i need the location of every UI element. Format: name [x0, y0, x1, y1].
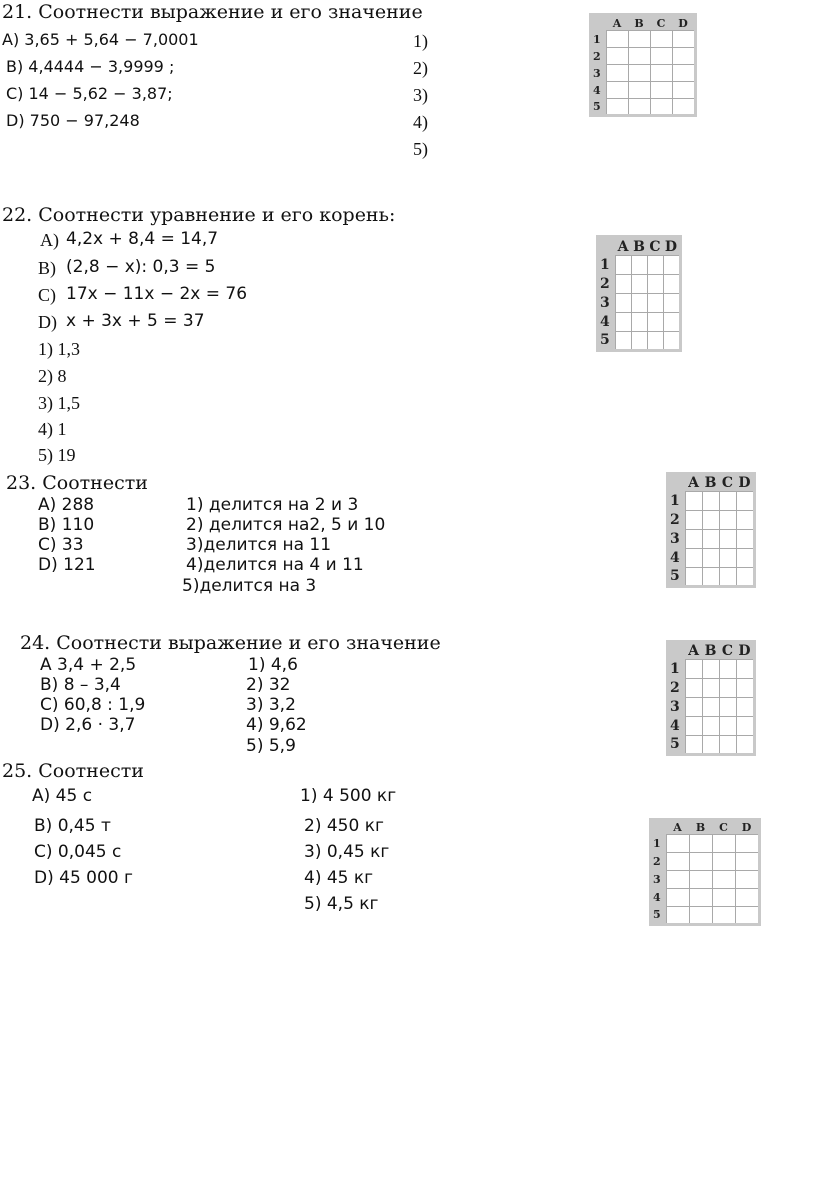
grid-cell	[719, 549, 736, 568]
grid-cell	[650, 82, 672, 99]
task-24-answer-5: 5) 5,9	[246, 736, 296, 756]
task-22-title: 22. Соотнести уравнение и его корень:	[2, 204, 396, 226]
task-22-letter-a: A)	[40, 230, 59, 250]
grid-cell	[631, 294, 647, 313]
task-25-answer-2: 2) 450 кг	[304, 816, 384, 836]
grid-col-header: A	[688, 643, 699, 659]
task-21-answer-4: 4)	[413, 112, 428, 132]
grid-cell	[736, 698, 755, 717]
task-25-option-a: A) 45 с	[32, 786, 93, 806]
task-22-root-3: 3) 1,5	[38, 393, 80, 413]
grid-row-header: 4	[670, 718, 680, 734]
grid-cell	[719, 530, 736, 549]
grid-cell	[615, 256, 631, 275]
grid-cell	[672, 31, 696, 48]
task-22-letter-b: B)	[38, 258, 56, 278]
grid-cell	[663, 313, 681, 332]
task-22-equation-b: (2,8 − x): 0,3 = 5	[66, 257, 216, 277]
grid-cell	[735, 871, 760, 889]
task-22-equation-c: 17x − 11x − 2x = 76	[66, 284, 248, 304]
task-22-equation-a: 4,2x + 8,4 = 14,7	[66, 229, 219, 249]
grid-cell	[666, 853, 689, 871]
task-24-title: 24. Соотнести выражение и его значение	[20, 632, 441, 654]
grid-cell	[650, 65, 672, 82]
grid-row-header: 5	[593, 99, 601, 113]
task-25-answer-5: 5) 4,5 кг	[304, 894, 379, 914]
grid-row-header: 3	[670, 531, 680, 547]
grid-cell	[672, 48, 696, 65]
task-21-answer-1: 1)	[413, 31, 428, 51]
grid-cell	[631, 313, 647, 332]
grid-row-header: 4	[653, 891, 661, 904]
task-22-root-5: 5) 19	[38, 445, 76, 465]
task-24-answer-3: 3) 3,2	[246, 695, 296, 715]
task-24-option-a: A 3,4 + 2,5	[40, 655, 137, 675]
grid-cell	[685, 679, 702, 698]
task-22-answer-grid	[596, 235, 682, 352]
task-24-answer-4: 4) 9,62	[246, 715, 307, 735]
grid-cell	[689, 907, 712, 925]
task-21-answer-grid	[589, 13, 697, 117]
grid-cell	[615, 294, 631, 313]
grid-cell	[615, 275, 631, 294]
grid-col-header: C	[721, 643, 734, 659]
grid-col-header: D	[741, 821, 752, 834]
task-21-option-b: B) 4,4444 − 3,9999 ;	[6, 57, 175, 76]
grid-row-header: 2	[670, 680, 680, 696]
grid-cell	[702, 530, 719, 549]
task-21-option-d: D) 750 − 97,248	[6, 111, 140, 130]
grid-col-header: A	[617, 238, 629, 255]
grid-cell	[685, 549, 702, 568]
grid-cell	[663, 294, 681, 313]
grid-cell	[719, 660, 736, 679]
grid-cell	[628, 82, 650, 99]
grid-col-header: C	[656, 16, 666, 30]
grid-cell	[689, 835, 712, 853]
task-23-option-c: C) 33	[38, 535, 84, 555]
grid-cell	[712, 853, 735, 871]
grid-cell	[712, 871, 735, 889]
grid-cell	[666, 907, 689, 925]
task-25-answer-4: 4) 45 кг	[304, 868, 374, 888]
grid-cell	[666, 871, 689, 889]
task-24-answer-2: 2) 32	[246, 675, 291, 695]
task-25-title: 25. Соотнести	[2, 760, 144, 782]
grid-cell	[606, 82, 628, 99]
grid-cell	[647, 275, 663, 294]
grid-row-header: 4	[593, 83, 601, 97]
grid-row-header: 4	[670, 550, 680, 566]
grid-cell	[736, 660, 755, 679]
grid-row-header: 2	[593, 49, 601, 63]
task-25-answer-grid	[649, 818, 761, 926]
grid-cell	[702, 568, 719, 587]
task-21-answer-5: 5)	[413, 139, 428, 159]
task-24-option-b: B) 8 – 3,4	[40, 675, 121, 695]
task-24-option-c: C) 60,8 : 1,9	[40, 695, 146, 715]
grid-col-header: B	[704, 475, 717, 491]
grid-row-header: 2	[600, 276, 610, 292]
task-22-letter-c: C)	[38, 285, 56, 305]
grid-col-header: B	[704, 643, 717, 659]
grid-cell	[685, 736, 702, 755]
grid-row-header: 5	[600, 332, 610, 349]
grid-cell	[736, 568, 755, 587]
grid-cell	[702, 492, 719, 511]
task-23-option-d: D) 121	[38, 555, 96, 575]
grid-cell	[702, 698, 719, 717]
grid-row-header: 1	[600, 257, 610, 273]
grid-cell	[736, 549, 755, 568]
grid-cell	[736, 717, 755, 736]
task-23-answer-grid	[666, 472, 756, 588]
task-25-option-b: B) 0,45 т	[34, 816, 111, 836]
grid-cell	[685, 717, 702, 736]
grid-cell	[650, 31, 672, 48]
grid-row-header: 3	[670, 699, 680, 715]
grid-cell	[702, 717, 719, 736]
grid-cell	[685, 492, 702, 511]
task-21-option-c: C) 14 − 5,62 − 3,87;	[6, 84, 173, 103]
grid-col-header: D	[738, 643, 751, 659]
task-22-equation-d: x + 3x + 5 = 37	[66, 311, 205, 331]
task-21-option-a: A) 3,65 + 5,64 − 7,0001	[2, 30, 199, 49]
task-23-option-b: B) 110	[38, 515, 95, 535]
task-25-option-d: D) 45 000 г	[34, 868, 133, 888]
grid-cell	[631, 332, 647, 351]
task-22-root-4: 4) 1	[38, 419, 67, 439]
grid-cell	[647, 313, 663, 332]
grid-cell	[650, 99, 672, 116]
grid-cell	[685, 698, 702, 717]
grid-col-header: A	[688, 475, 699, 491]
task-23-answer-1: 1) делится на 2 и 3	[186, 495, 359, 515]
grid-cell	[712, 835, 735, 853]
grid-row-header: 1	[653, 837, 661, 850]
grid-col-header: A	[612, 16, 622, 30]
grid-cell	[736, 736, 755, 755]
grid-cell	[735, 889, 760, 907]
task-23-answer-4: 4)делится на 4 и 11	[186, 555, 364, 575]
grid-col-header: C	[719, 821, 728, 834]
grid-cell	[606, 31, 628, 48]
grid-cell	[736, 511, 755, 530]
grid-col-header: D	[664, 238, 678, 255]
grid-cell	[666, 889, 689, 907]
grid-cell	[702, 660, 719, 679]
grid-row-header: 2	[653, 855, 661, 868]
grid-cell	[689, 853, 712, 871]
grid-cell	[628, 99, 650, 116]
task-22-root-2: 2) 8	[38, 366, 67, 386]
task-24-answer-1: 1) 4,6	[248, 655, 298, 675]
grid-col-header: B	[695, 821, 706, 834]
grid-cell	[702, 679, 719, 698]
grid-cell	[689, 871, 712, 889]
grid-cell	[615, 313, 631, 332]
grid-row-header: 3	[593, 66, 601, 80]
grid-cell	[685, 660, 702, 679]
grid-col-header: D	[738, 475, 751, 491]
grid-col-header: A	[673, 821, 682, 834]
grid-row-header: 3	[653, 873, 661, 886]
grid-cell	[702, 549, 719, 568]
grid-cell	[689, 889, 712, 907]
grid-cell	[663, 275, 681, 294]
grid-cell	[719, 492, 736, 511]
grid-cell	[631, 275, 647, 294]
grid-cell	[647, 256, 663, 275]
grid-cell	[666, 835, 689, 853]
grid-cell	[719, 717, 736, 736]
grid-cell	[736, 530, 755, 549]
task-24-option-d: D) 2,6 · 3,7	[40, 715, 136, 735]
grid-col-header: C	[721, 475, 734, 491]
grid-cell	[719, 736, 736, 755]
grid-row-header: 2	[670, 512, 680, 528]
task-21-title: 21. Соотнести выражение и его значение	[2, 1, 423, 23]
grid-cell	[628, 48, 650, 65]
grid-cell	[647, 294, 663, 313]
grid-cell	[702, 736, 719, 755]
grid-cell	[650, 48, 672, 65]
task-23-option-a: A) 288	[38, 495, 95, 515]
grid-col-header: B	[633, 238, 645, 255]
grid-cell	[735, 835, 760, 853]
task-25-answer-1: 1) 4 500 кг	[300, 786, 397, 806]
grid-cell	[702, 511, 719, 530]
grid-cell	[628, 31, 650, 48]
task-24-answer-grid	[666, 640, 756, 756]
grid-row-header: 5	[653, 908, 661, 922]
grid-row-header: 3	[600, 295, 610, 311]
grid-cell	[606, 99, 628, 116]
grid-cell	[685, 530, 702, 549]
task-21-answer-2: 2)	[413, 58, 428, 78]
task-22-root-1: 1) 1,3	[38, 339, 80, 359]
grid-cell	[719, 511, 736, 530]
task-22-letter-d: D)	[38, 312, 57, 332]
grid-cell	[736, 679, 755, 698]
grid-cell	[712, 889, 735, 907]
grid-cell	[719, 568, 736, 587]
grid-cell	[631, 256, 647, 275]
grid-row-header: 4	[600, 314, 610, 330]
grid-cell	[606, 65, 628, 82]
task-23-title: 23. Соотнести	[6, 472, 148, 494]
grid-cell	[615, 332, 631, 351]
grid-cell	[663, 332, 681, 351]
grid-cell	[735, 853, 760, 871]
grid-row-header: 1	[593, 32, 601, 46]
grid-row-header: 1	[670, 493, 680, 509]
grid-cell	[719, 698, 736, 717]
grid-cell	[663, 256, 681, 275]
task-25-option-c: C) 0,045 с	[34, 842, 122, 862]
grid-cell	[719, 679, 736, 698]
grid-cell	[685, 511, 702, 530]
task-23-answer-2: 2) делится на2, 5 и 10	[186, 515, 386, 535]
task-23-answer-5: 5)делится на 3	[182, 576, 317, 596]
task-23-answer-3: 3)делится на 11	[186, 535, 332, 555]
grid-cell	[685, 568, 702, 587]
grid-cell	[672, 65, 696, 82]
task-25-answer-3: 3) 0,45 кг	[304, 842, 390, 862]
grid-row-header: 1	[670, 661, 680, 677]
grid-col-header: B	[634, 16, 644, 30]
task-21-answer-3: 3)	[413, 85, 428, 105]
grid-cell	[628, 65, 650, 82]
grid-cell	[647, 332, 663, 351]
grid-cell	[735, 907, 760, 925]
grid-cell	[606, 48, 628, 65]
grid-cell	[712, 907, 735, 925]
grid-cell	[736, 492, 755, 511]
grid-row-header: 5	[670, 568, 680, 585]
grid-cell	[672, 99, 696, 116]
grid-cell	[672, 82, 696, 99]
grid-col-header: C	[649, 238, 661, 255]
grid-row-header: 5	[670, 736, 680, 753]
grid-col-header: D	[678, 16, 688, 30]
